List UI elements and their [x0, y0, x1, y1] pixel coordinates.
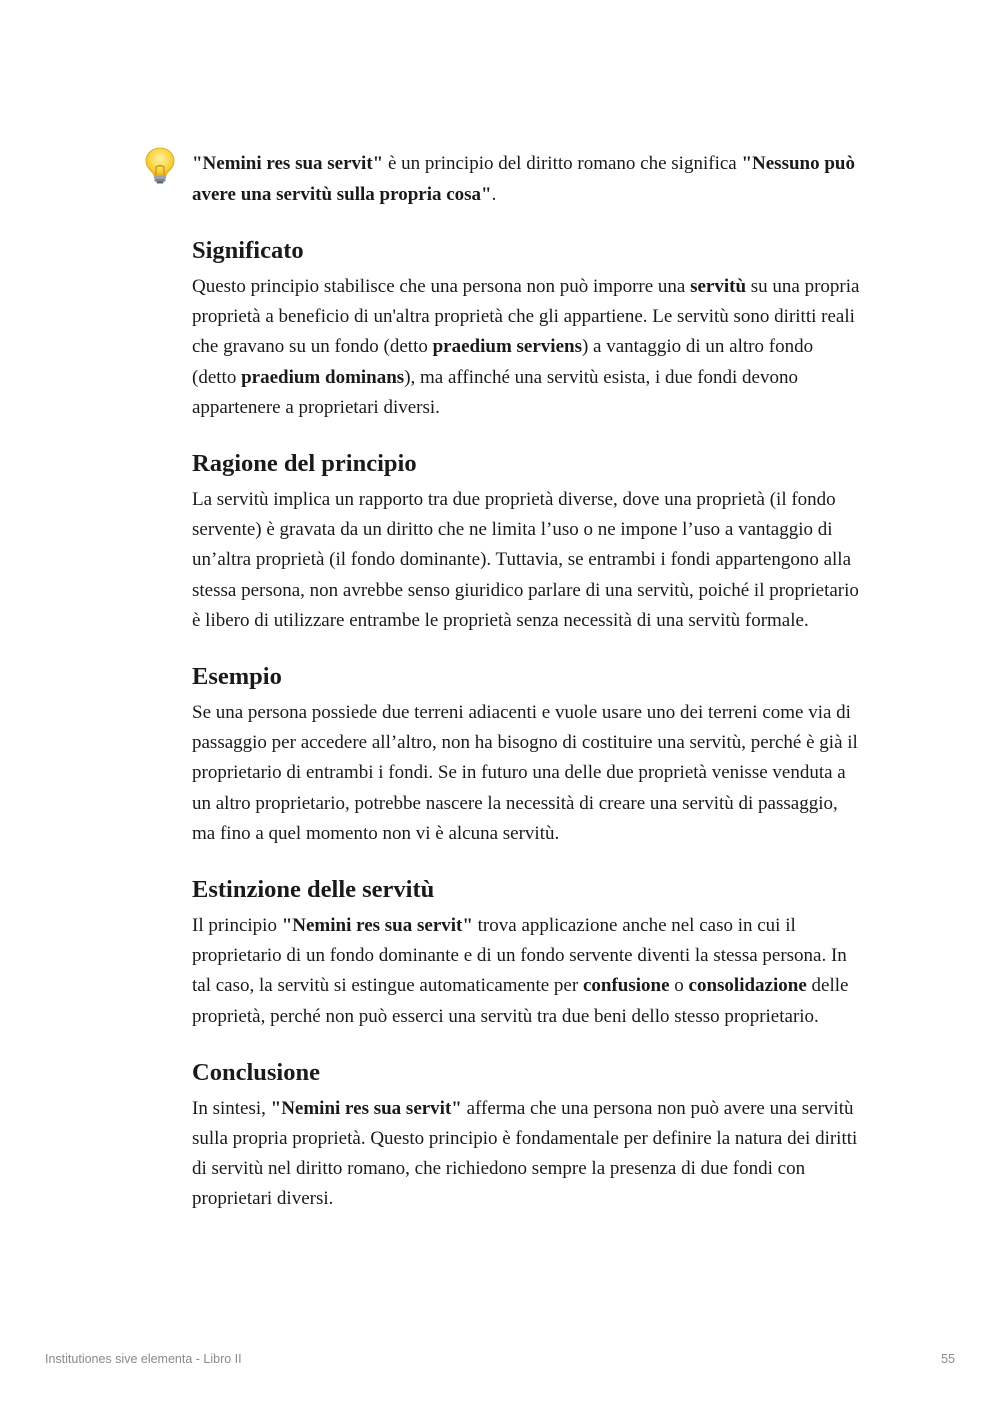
heading-conclusione: Conclusione: [192, 1058, 320, 1086]
lightbulb-icon: [143, 146, 177, 184]
callout-content: [192, 149, 862, 1215]
intro-paragraph: "Nemini res sua servit" è un principio del diritto romano che significa "Nessuno può avere una servitù sulla propria cosa".: [192, 153, 855, 205]
section-estinzione: [192, 875, 862, 1032]
section-conclusione: [192, 1058, 862, 1215]
footer-page-number: 55: [941, 1352, 955, 1366]
footer-book-title: Institutiones sive elementa - Libro II: [45, 1352, 242, 1366]
heading-estinzione: Estinzione delle servitù: [192, 876, 435, 904]
heading-significato: Significato: [192, 237, 304, 264]
intro-bold-phrase: "Nemini res sua servit": [192, 153, 384, 174]
section-significato: [192, 236, 862, 423]
section-esempio: [192, 662, 862, 849]
section-ragione: [192, 449, 862, 636]
paragraph-estinzione: Il principio "Nemini res sua servit" trova applicazione anche nel caso in cui il proprietario di un fondo dominante e di un fondo servente diventi la stessa persona. In tal caso, la servitù si estingue automaticamente per confusione o consolidazione delle proprietà, perché non può esserci una servitù tra due beni dello stesso proprietario.: [192, 915, 849, 1027]
paragraph-conclusione: In sintesi, "Nemini res sua servit" afferma che una persona non può avere una servitù sulla propria proprietà. Questo principio è fondamentale per definire la natura dei diritti di servitù nel diritto romano, che richiedono sempre la presenza di due fondi con proprietari diversi.: [192, 1097, 858, 1210]
heading-ragione: Ragione del principio: [192, 450, 417, 478]
paragraph-significato: Questo principio stabilisce che una persona non può imporre una servitù su una propria proprietà a beneficio di un'altra proprietà che gli appartiene. Le servitù sono diritti reali che gravano su un fondo (detto praedium serviens) a vantaggio di un altro fondo (detto praedium dominans), ma affinché una servitù esista, i due fondi devono appartenere a proprietari diversi.: [192, 276, 860, 418]
intro-translation: "Nessuno può avere una servitù sulla propria cosa": [192, 153, 855, 205]
paragraph-ragione: La servitù implica un rapporto tra due proprietà diverse, dove una proprietà (il fondo servente) è gravata da un diritto che ne limita l’uso o ne impone l’uso a vantaggio di un’altra proprietà (il fondo dominante). Tuttavia, se entrambi i fondi appartengono alla stessa persona, non avrebbe senso giuridico parlare di una servitù, poiché il proprietario è libero di utilizzare entrambe le proprietà senza necessità di una servitù formale.: [192, 489, 859, 631]
heading-esempio: Esempio: [192, 663, 282, 691]
paragraph-esempio: Se una persona possiede due terreni adiacenti e vuole usare uno dei terreni come via di passaggio per accedere all’altro, non ha bisogno di costituire una servitù, perché è già il proprietario di entrambi i fondi. Se in futuro una delle due proprietà venisse venduta a un altro proprietario, potrebbe nascere la necessità di creare una servitù di passaggio, ma fino a quel momento non vi è alcuna servitù.: [192, 702, 858, 844]
callout-block: [143, 146, 863, 1215]
